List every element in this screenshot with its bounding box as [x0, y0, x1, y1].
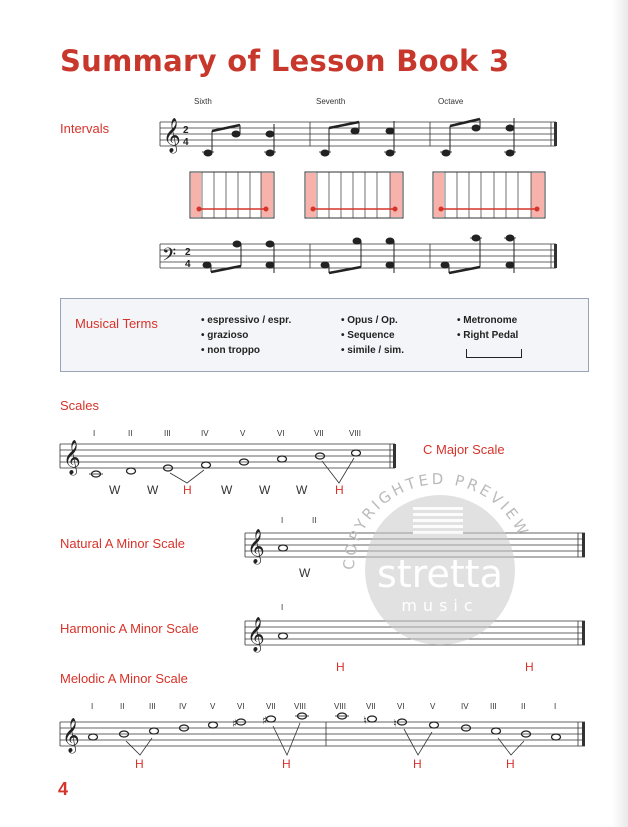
degree-label: III — [149, 702, 156, 711]
step-label: W — [296, 483, 308, 497]
svg-text:♯: ♯ — [232, 717, 238, 730]
step-label: H — [282, 757, 291, 771]
degree-label: I — [554, 702, 557, 711]
degree-label: IV — [461, 702, 469, 711]
watermark-ring-text: COPYRIGHTED PREVIEW — [339, 469, 534, 571]
term: • grazioso — [201, 328, 291, 343]
interval-name-octave: Octave — [438, 97, 464, 106]
term: • non troppo — [201, 343, 291, 358]
svg-text:2: 2 — [185, 247, 191, 258]
term: • espressivo / espr. — [201, 313, 291, 328]
degree-label: II — [120, 702, 125, 711]
svg-text:𝄞: 𝄞 — [247, 529, 265, 564]
step-label: W — [147, 483, 159, 497]
svg-text:♮: ♮ — [363, 714, 367, 727]
c-major-scale-label: C Major Scale — [423, 442, 505, 457]
degree-label: V — [240, 429, 246, 438]
step-label: H — [413, 757, 422, 771]
degree-label: VII — [314, 429, 324, 438]
degree-label: VIII — [294, 702, 307, 711]
scales-label: Scales — [60, 398, 100, 413]
step-label: W — [259, 483, 271, 497]
step-label: H — [506, 757, 515, 771]
svg-text:𝄞: 𝄞 — [62, 718, 80, 753]
step-label: W — [299, 566, 311, 580]
degree-label: VI — [277, 429, 285, 438]
step-label: W — [221, 483, 233, 497]
pedal-bracket-icon — [466, 349, 522, 358]
degree-label: III — [164, 429, 171, 438]
degree-label: V — [430, 702, 436, 711]
melodic-minor-staff — [60, 722, 585, 746]
degree-label: IV — [201, 429, 209, 438]
svg-text:2: 2 — [183, 125, 189, 136]
watermark-brand: stretta — [377, 552, 503, 596]
degree-label: I — [93, 429, 96, 438]
terms-column-3 — [457, 313, 518, 343]
svg-text:𝄢: 𝄢 — [162, 245, 177, 270]
degree-label: II — [128, 429, 133, 438]
degree-label: VII — [266, 702, 276, 711]
degree-label: IV — [179, 702, 187, 711]
natural-minor-label: Natural A Minor Scale — [60, 536, 186, 551]
step-label: H — [183, 483, 192, 497]
svg-text:𝄞: 𝄞 — [247, 617, 265, 652]
degree-label: VII — [366, 702, 376, 711]
svg-text:♮: ♮ — [393, 717, 397, 730]
bass-staff-intervals — [160, 244, 556, 268]
degree-label: I — [281, 603, 284, 612]
degree-label: VIII — [349, 429, 362, 438]
svg-text:4: 4 — [185, 259, 191, 270]
degree-label: II — [521, 702, 526, 711]
step-label: H — [525, 660, 534, 674]
keyboard-diagrams — [190, 172, 545, 218]
svg-text:𝄞: 𝄞 — [163, 118, 181, 153]
keyboard-octave — [433, 172, 545, 218]
treble-staff-intervals — [160, 122, 556, 146]
step-label: H — [335, 483, 344, 497]
term: • Right Pedal — [457, 328, 518, 343]
degree-label: VI — [397, 702, 405, 711]
svg-text:♯: ♯ — [262, 714, 268, 727]
degree-label: V — [210, 702, 216, 711]
interval-name-sixth: Sixth — [194, 97, 212, 106]
c-major-staff — [60, 444, 395, 468]
musical-terms-label: Musical Terms — [75, 316, 158, 331]
terms-column-2 — [341, 313, 404, 358]
intervals-label: Intervals — [60, 121, 110, 136]
page-number: 4 — [58, 779, 69, 799]
musical-terms-box — [60, 298, 589, 372]
melodic-minor-label: Melodic A Minor Scale — [60, 671, 188, 686]
interval-name-seventh: Seventh — [316, 97, 346, 106]
stretta-watermark — [337, 467, 543, 673]
step-label: W — [109, 483, 121, 497]
keyboard-sixth — [190, 172, 274, 218]
term: • simile / sim. — [341, 343, 404, 358]
degree-label: III — [490, 702, 497, 711]
terms-column-1 — [201, 313, 291, 358]
watermark-sub: music — [401, 596, 479, 615]
term: • Metronome — [457, 313, 518, 328]
term: • Sequence — [341, 328, 404, 343]
degree-label: II — [312, 516, 317, 525]
step-label: H — [135, 757, 144, 771]
step-label: H — [336, 660, 345, 674]
svg-text:4: 4 — [183, 137, 189, 148]
keyboard-seventh — [305, 172, 403, 218]
harmonic-minor-label: Harmonic A Minor Scale — [60, 621, 199, 636]
degree-label: I — [91, 702, 94, 711]
term: • Opus / Op. — [341, 313, 404, 328]
svg-text:𝄞: 𝄞 — [63, 440, 81, 475]
degree-label: VIII — [334, 702, 347, 711]
degree-label: I — [281, 516, 284, 525]
degree-label: VI — [237, 702, 245, 711]
page-title: Summary of Lesson Book 3 — [60, 44, 510, 78]
